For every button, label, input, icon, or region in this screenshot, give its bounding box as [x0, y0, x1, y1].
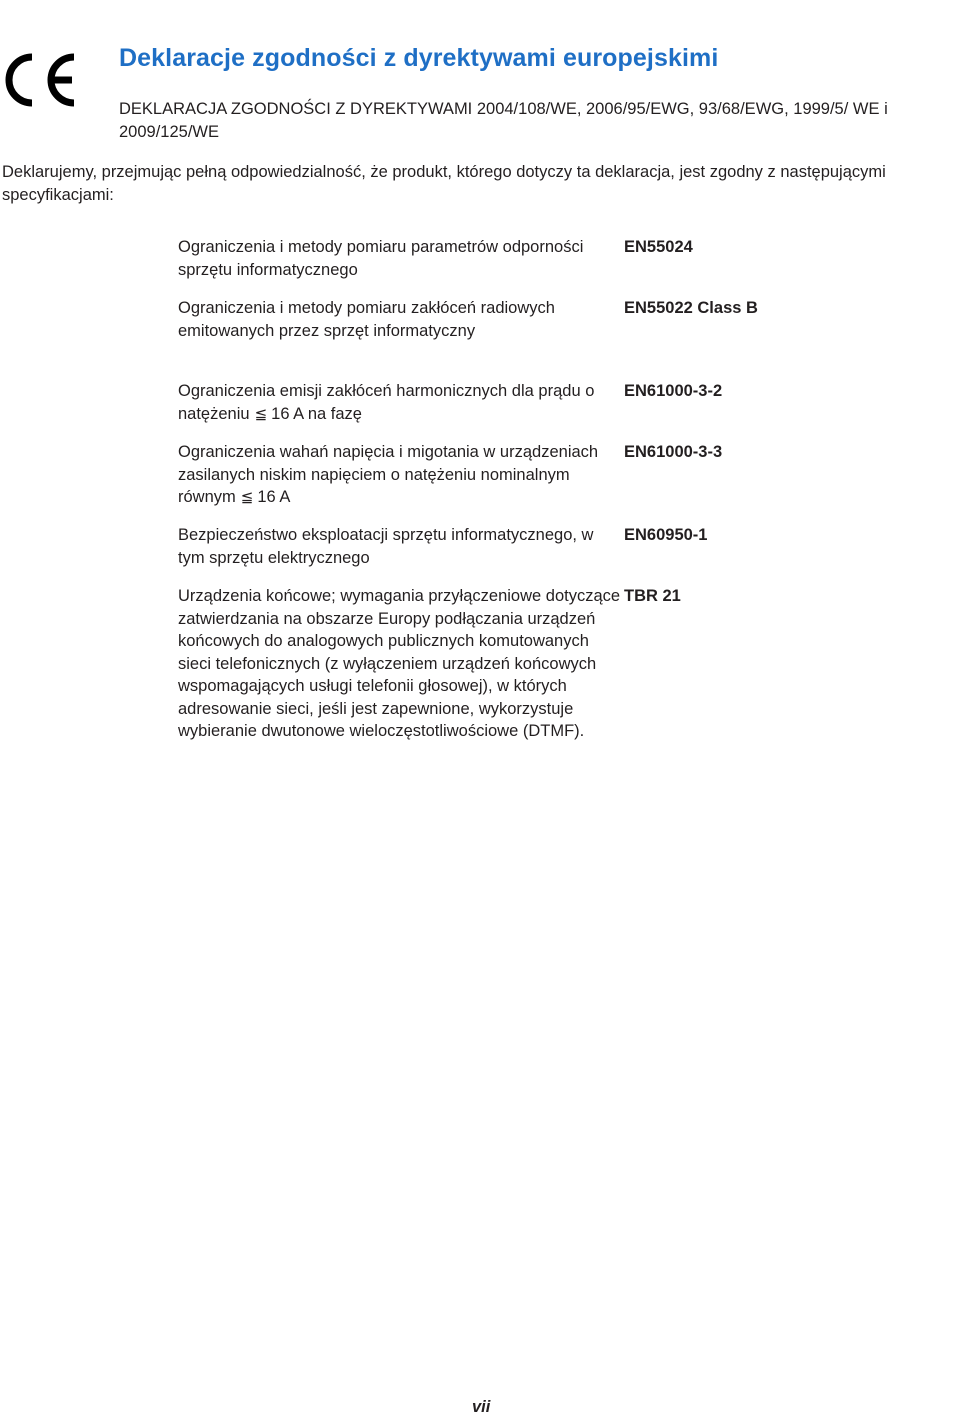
- spec-description: Urządzenia końcowe; wymagania przyłączeniowe dotyczące zatwierdzania na obszarze Europy podłączania urządzeń końcowych do analogowych publicznych komutowanych sieci telefonicznych (z wyłączeniem urządzeń końcowych wspomagających usługi telefonii głosowej), w których adresowanie sieci, jeśli jest zapewnione, wykorzystuje wybieranie dwutonowe wieloczęstotliwościowe (DTMF).: [178, 587, 621, 740]
- spec-standard: EN55024: [624, 238, 693, 256]
- specifications-list: [178, 236, 818, 743]
- spec-standard: EN61000-3-3: [624, 443, 723, 461]
- less-or-equal-symbol: ≦: [254, 405, 268, 423]
- intro-paragraph: Deklarujemy, przejmując pełną odpowiedzialność, że produkt, którego dotyczy ta deklaracja, jest zgodny z następującymi specyfikacjami:: [2, 163, 886, 204]
- spec-description: [178, 380, 624, 426]
- spec-standard: EN61000-3-2: [624, 382, 723, 400]
- spec-description: [178, 441, 624, 510]
- page-title: Deklaracje zgodności z dyrektywami europejskimi: [119, 44, 719, 72]
- spec-description-text: Ograniczenia emisji zakłóceń harmonicznych dla prądu o natężeniu: [178, 382, 595, 423]
- spec-standard: TBR 21: [624, 587, 681, 605]
- ce-mark-icon: [2, 52, 78, 108]
- spec-standard: EN55022 Class B: [624, 299, 758, 317]
- spec-row: [178, 524, 818, 585]
- declaration-subtitle: DEKLARACJA ZGODNOŚCI Z DYREKTYWAMI 2004/108/WE, 2006/95/EWG, 93/68/EWG, 1999/5/ WE i 2009/125/WE: [119, 100, 888, 141]
- less-or-equal-symbol: ≦: [240, 489, 254, 506]
- spec-row: [178, 441, 818, 524]
- spec-description: Ograniczenia i metody pomiaru zakłóceń radiowych emitowanych przez sprzęt informatyczny: [178, 299, 555, 340]
- spec-description-text: Ograniczenia wahań napięcia i migotania w urządzeniach zasilanych niskim napięciem o natężeniu nominalnym równym: [178, 443, 599, 506]
- spec-description-text: 16 A: [257, 488, 291, 506]
- spec-row: [178, 585, 818, 743]
- spec-description: Ograniczenia i metody pomiaru parametrów odporności sprzętu informatycznego: [178, 238, 584, 279]
- page-number: vii: [472, 1398, 491, 1416]
- spec-description-text: 16 A na fazę: [271, 404, 362, 423]
- spec-description: Bezpieczeństwo eksploatacji sprzętu informatycznego, w tym sprzętu elektrycznego: [178, 526, 594, 567]
- spec-row: [178, 297, 818, 380]
- spec-row: [178, 380, 818, 441]
- spec-standard: EN60950-1: [624, 526, 708, 544]
- spec-row: [178, 236, 818, 297]
